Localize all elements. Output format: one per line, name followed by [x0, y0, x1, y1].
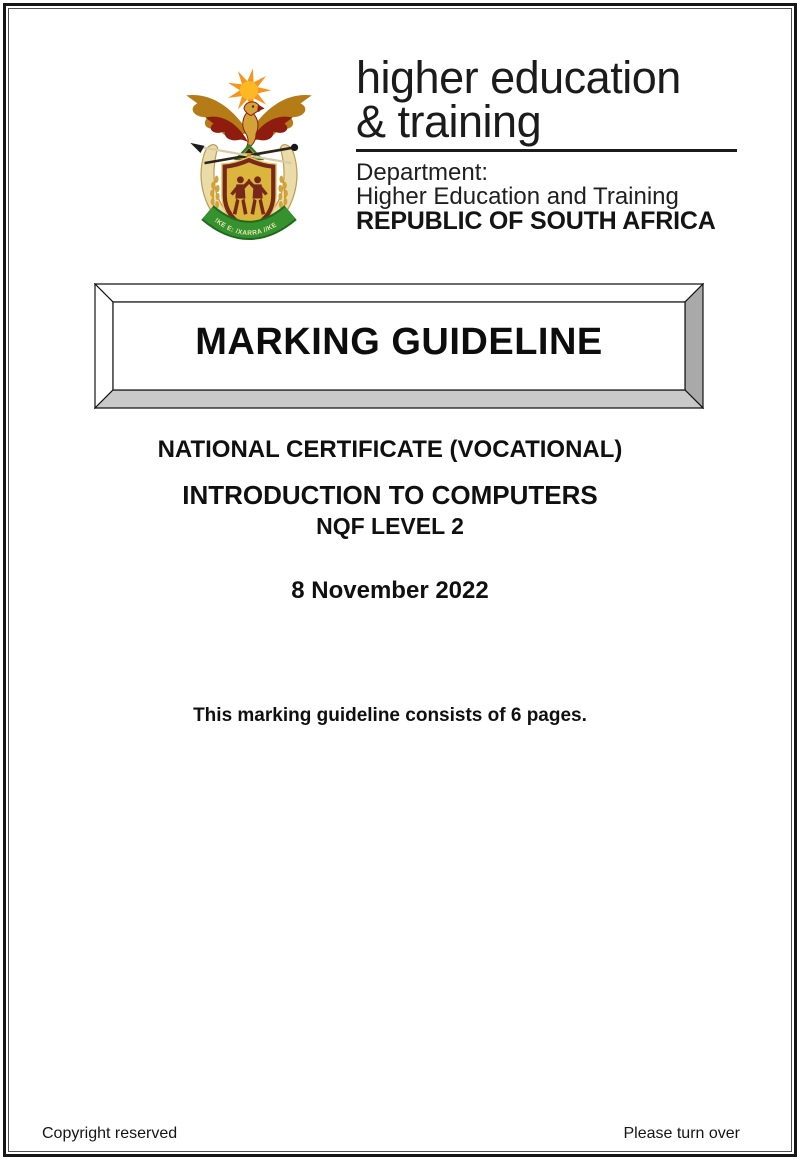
- footer-turn-over: Please turn over: [623, 1125, 740, 1142]
- footer-copyright: Copyright reserved: [42, 1125, 178, 1142]
- department-name: Higher Education and Training: [356, 183, 679, 210]
- coat-of-arms-icon: [178, 66, 320, 240]
- exam-date: 8 November 2022: [291, 577, 489, 604]
- logo-wordmark: [356, 52, 756, 235]
- certificate-title: NATIONAL CERTIFICATE (VOCATIONAL): [157, 436, 623, 463]
- logo-divider: [356, 149, 737, 152]
- subject-title: INTRODUCTION TO COMPUTERS: [182, 480, 598, 510]
- wordmark-line2: & training: [356, 96, 542, 147]
- coat-motto: !KE E: /XARRA //KE: [213, 217, 279, 237]
- nqf-level: NQF LEVEL 2: [316, 513, 464, 539]
- pages-note: This marking guideline consists of 6 pages.: [193, 705, 587, 726]
- department-label: Department:: [356, 159, 489, 186]
- marking-guideline-title: MARKING GUIDELINE: [195, 320, 603, 363]
- marking-guideline-box: [94, 283, 704, 409]
- wordmark-line1: higher education: [356, 52, 681, 103]
- country-name: REPUBLIC OF SOUTH AFRICA: [356, 207, 716, 235]
